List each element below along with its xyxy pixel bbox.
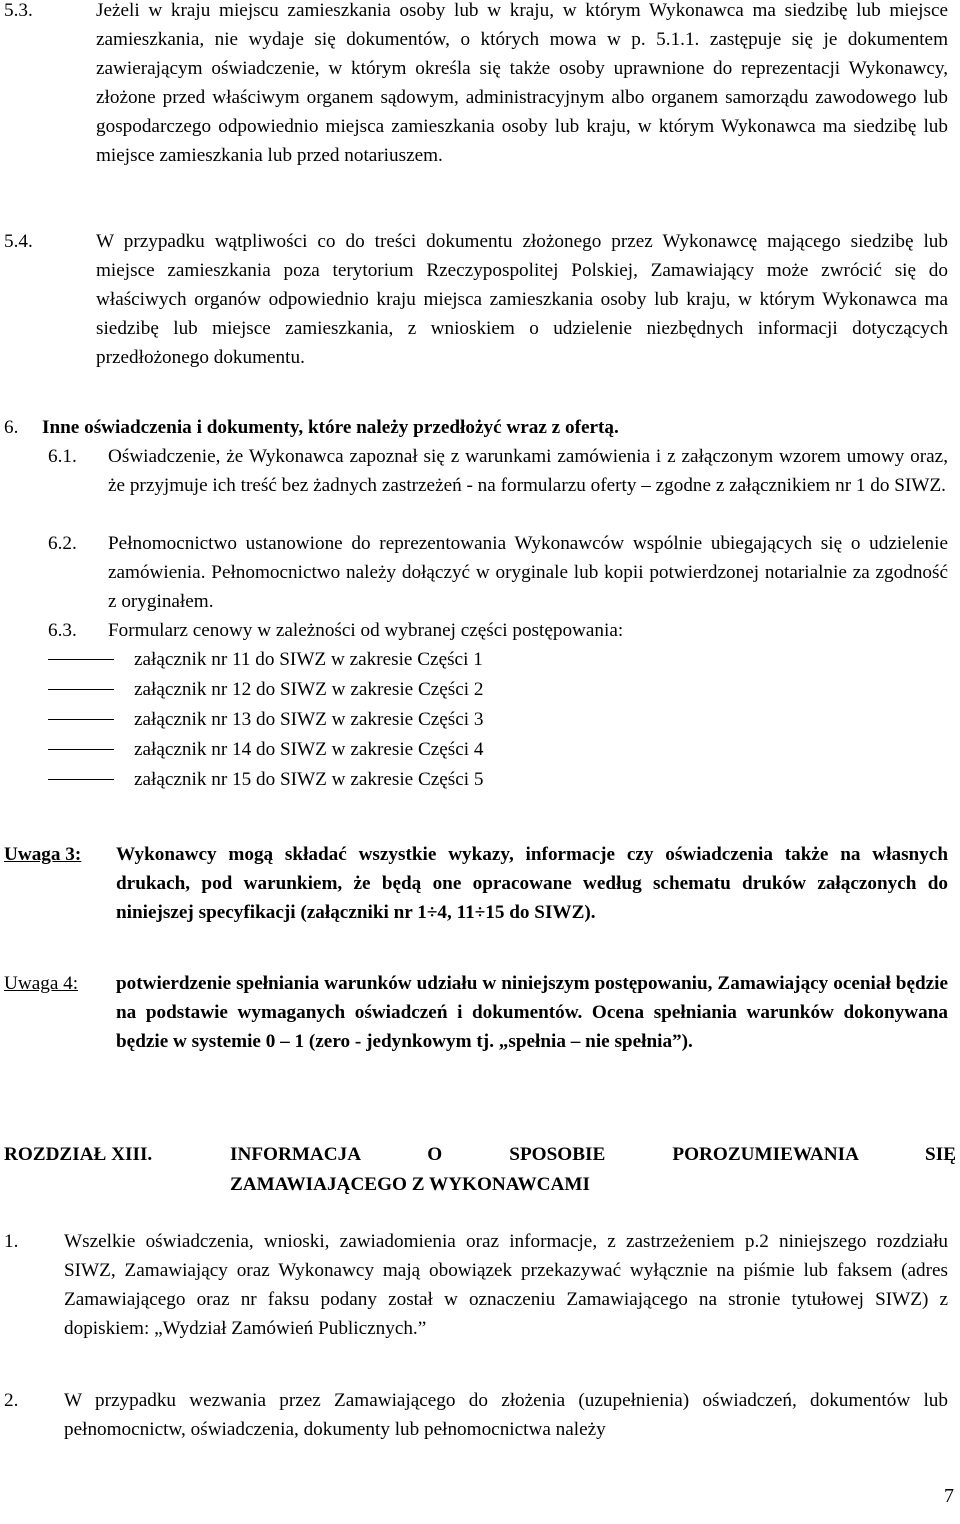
page-number: 7 [944, 1485, 954, 1507]
item-6-1-text: Oświadczenie, że Wykonawca zapoznał się z warunkami zamówienia i z załączonym wzorem umowy oraz, że przyjmuje ich treść bez żadnych zastrzeżeń - na formularzu oferty – zgodne z załącznikiem nr 1 do SIWZ. [108, 446, 948, 496]
uwaga-4-text: potwierdzenie spełniania warunków udziału w niniejszym postępowaniu, Zamawiający oceniał będzie na podstawie wymaganych oświadczeń i dokumentów. Ocena spełniania warunków dokonywana będzie w systemie 0 – 1 (zero - jedynkowym tj. „spełnia – nie spełnia”). [116, 973, 948, 1052]
uwaga-4-label: Uwaga 4: [4, 973, 79, 994]
section-6-title: Inne oświadczenia i dokumenty, które należy przedłożyć wraz z ofertą. [42, 417, 619, 438]
item-6-3-number: 6.3. [48, 620, 77, 641]
item-6-3-text: Formularz cenowy w zależności od wybranej części postępowania: [108, 620, 624, 641]
point-2-number: 2. [4, 1390, 19, 1411]
chapter-title-line-2: ZAMAWIAJĄCEGO Z WYKONAWCAMI [230, 1174, 590, 1195]
uwaga-3-text: Wykonawcy mogą składać wszystkie wykazy, informacje czy oświadczenia także na własnych drukach, pod warunkiem, że będą one opracowane według schematu druków załączonych do niniejszej specyfikacji (załączniki nr 1÷4, 11÷15 do SIWZ). [116, 844, 948, 923]
list-item: załącznik nr 12 do SIWZ w zakresie Części 2 [134, 679, 484, 700]
list-item: załącznik nr 11 do SIWZ w zakresie Części 1 [134, 649, 483, 670]
item-6-2-text: Pełnomocnictwo ustanowione do reprezentowania Wykonawców wspólnie ubiegających się o udzielenie zamówienia. Pełnomocnictwo należy dołączyć w oryginale lub kopii potwierdzonej notarialnie za zgodność z oryginałem. [108, 533, 948, 612]
list-item: załącznik nr 15 do SIWZ w zakresie Części 5 [134, 769, 484, 790]
section-6-number: 6. [4, 417, 19, 438]
section-5-3-number: 5.3. [4, 0, 33, 21]
uwaga-3-label: Uwaga 3: [4, 844, 82, 865]
list-item: załącznik nr 14 do SIWZ w zakresie Części 4 [134, 739, 484, 760]
section-5-4-number: 5.4. [4, 231, 33, 252]
section-5-3-text: Jeżeli w kraju miejscu zamieszkania osoby lub w kraju, w którym Wykonawca ma siedzibę lub miejsce zamieszkania, nie wydaje się dokumentów, o których mowa w p. 5.1.1. zastępuje się je dokumentem zawierającym oświadczenie, w którym określa się także osoby uprawnione do reprezentacji Wykonawcy, złożone przed właściwym organem sądowym, administracyjnym albo organem samorządu zawodowego lub gospodarczego odpowiednio miejsca zamieszkania osoby lub kraju, w którym Wykonawca ma siedzibę lub miejsce zamieszkania lub przed notariuszem. [96, 0, 948, 166]
point-2-text: W przypadku wezwania przez Zamawiającego do złożenia (uzupełnienia) oświadczeń, dokumentów lub pełnomocnictw, oświadczenia, dokumenty lub pełnomocnictwa należy [64, 1390, 948, 1440]
section-5-4-text: W przypadku wątpliwości co do treści dokumentu złożonego przez Wykonawcę mającego siedzibę lub miejsce zamieszkania poza terytorium Rzeczypospolitej Polskiej, Zamawiający może zwrócić się do właściwych organów odpowiednio kraju miejsca zamieszkania osoby lub kraju, w którym Wykonawca ma siedzibę lub miejsce zamieszkania, z wnioskiem o udzielenie niezbędnych informacji dotyczących przedłożonego dokumentu. [96, 231, 948, 368]
chapter-title-line-1: INFORMACJA O SPOSOBIE POROZUMIEWANIA SIĘ [230, 1144, 956, 1165]
list-item: załącznik nr 13 do SIWZ w zakresie Części 3 [134, 709, 484, 730]
item-6-1-number: 6.1. [48, 446, 77, 467]
chapter-label: ROZDZIAŁ XIII. [4, 1144, 153, 1165]
point-1-number: 1. [4, 1231, 19, 1252]
point-1-text: Wszelkie oświadczenia, wnioski, zawiadomienia oraz informacje, z zastrzeżeniem p.2 niniejszego rozdziału SIWZ, Zamawiający oraz Wykonawcy mają obowiązek przekazywać wyłącznie na piśmie lub faksem (adres Zamawiającego oraz nr faksu podany został w oznaczeniu Zamawiającego na stronie tytułowej SIWZ) z dopiskiem: „Wydział Zamówień Publicznych.” [64, 1231, 948, 1339]
item-6-2-number: 6.2. [48, 533, 77, 554]
